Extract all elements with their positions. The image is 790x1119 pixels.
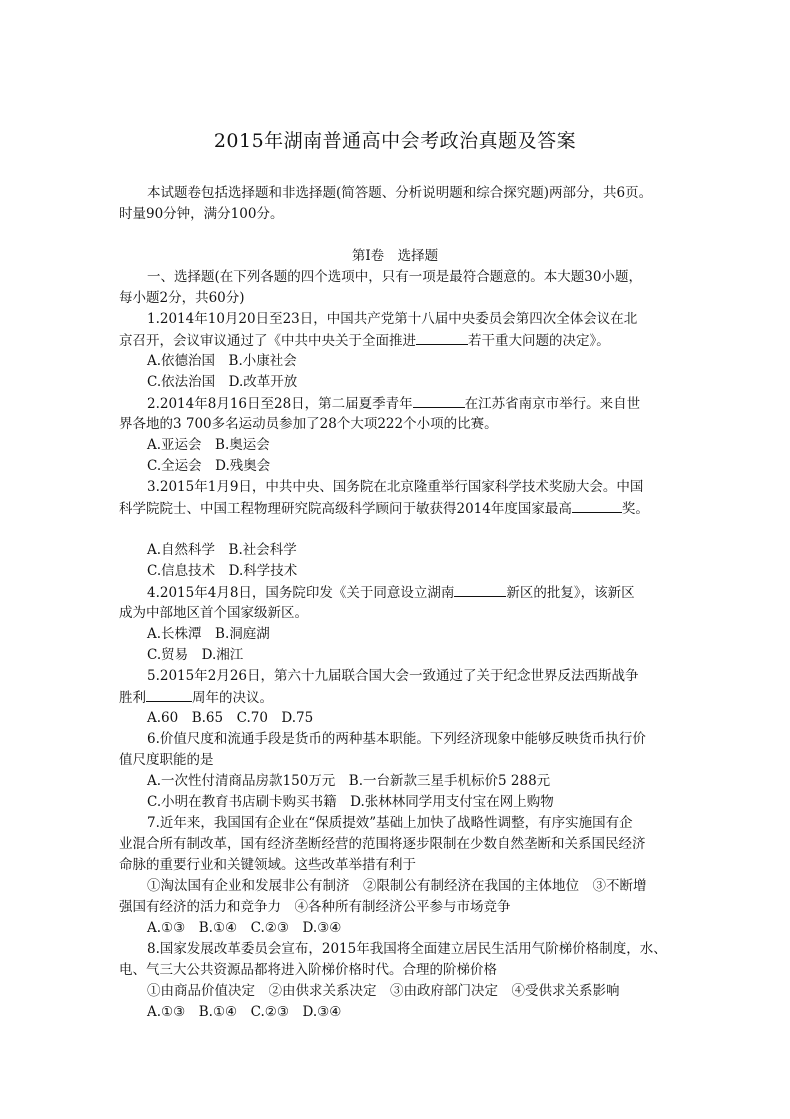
q8-items: ①由商品价值决定 ②由供求关系决定 ③由政府部门决定 ④受供求关系影响 (147, 983, 620, 999)
q5-stem-line-2 (119, 687, 273, 709)
q1-stem-text-end: 若干重大问题的决定》。 (468, 333, 610, 349)
q8-stem-line-1: 8.国家发展改革委员会宣布，2015年我国将全面建立居民生活用气阶梯价格制度，水、 (147, 941, 667, 957)
q1-stem-text: 京召开，会议审议通过了《中共中央关于全面推进 (119, 333, 416, 349)
q2-options-1: A.亚运会 B.奥运会 (147, 437, 270, 453)
q5-options: A.60 B.65 C.70 D.75 (147, 710, 314, 726)
q6-options-2: C.小明在教育书店刷卡购买书籍 D.张林林同学用支付宝在网上购物 (147, 794, 554, 810)
q5-blank (146, 687, 192, 702)
q1-options-2: C.依法治国 D.改革开放 (147, 374, 298, 390)
q5-stem-text-end: 周年的决议。 (192, 690, 273, 706)
q2-stem-line-2: 界各地的3 700多名运动员参加了28个大项222个小项的比赛。 (119, 416, 498, 432)
section-desc-line-2: 每小题2分，共60分) (119, 290, 245, 306)
q4-options-2: C.贸易 D.湘江 (147, 647, 244, 663)
section-title: 第Ⅰ卷 选择题 (351, 248, 439, 264)
page-title: 2015年湖南普通高中会考政治真题及答案 (213, 130, 577, 152)
q8-stem-line-2: 电、气三大公共资源品都将进入阶梯价格时代。合理的阶梯价格 (119, 962, 497, 978)
intro-line-2: 时量90分钟，满分100分。 (119, 206, 284, 222)
q4-blank (454, 582, 506, 597)
q2-options-2: C.全运会 D.残奥会 (147, 458, 271, 474)
q7-items-line-2: 强国有经济的活力和竞争力 ④各种所有制经济公平参与市场竞争 (119, 899, 511, 915)
q2-stem-line-1 (147, 393, 640, 415)
q6-stem-line-1: 6.价值尺度和流通手段是货币的两种基本职能。下列经济现象中能够反映货币执行价 (147, 731, 646, 747)
q5-stem-line-1: 5.2015年2月26日，第六十九届联合国大会一致通过了关于纪念世界反法西斯战争 (147, 668, 639, 684)
q4-stem-line-1 (147, 582, 635, 604)
q7-stem-line-3: 命脉的重要行业和关键领域。这些改革举措有利于 (119, 857, 416, 873)
q2-stem-text: 2.2014年8月16日至28日，第二届夏季青年 (147, 396, 413, 412)
q1-stem-line-2 (119, 330, 610, 352)
q2-stem-text-end: 在江苏省南京市举行。来自世 (464, 396, 641, 412)
q4-stem-text: 4.2015年4月8日，国务院印发《关于同意设立湖南 (147, 585, 455, 601)
q4-stem-text-end: 新区的批复》，该新区 (506, 585, 635, 601)
q3-stem-line-2 (119, 498, 649, 520)
q6-stem-line-2: 值尺度职能的是 (119, 752, 214, 768)
q1-blank (416, 330, 468, 345)
q7-items-line-1: ①淘汰国有企业和发展非公有制济 ②限制公有制经济在我国的主体地位 ③不断增 (147, 878, 647, 894)
q3-stem-text: 科学院院士、中国工程物理研究院高级科学顾问于敏获得2014年度国家最高 (119, 501, 572, 517)
intro-line-1: 本试题卷包括选择题和非选择题(简答题、分析说明题和综合探究题)两部分，共6页。 (147, 185, 653, 201)
q3-blank (572, 498, 622, 513)
q5-stem-text: 胜利 (119, 690, 146, 706)
q4-stem-line-2: 成为中部地区首个国家级新区。 (119, 605, 308, 621)
q4-options-1: A.长株潭 B.洞庭湖 (147, 626, 270, 642)
q1-options-1: A.依德治国 B.小康社会 (147, 353, 297, 369)
q7-stem-line-2: 业混合所有制改革，国有经济垄断经营的范围将逐步限制在少数自然垄断和关系国民经济 (119, 836, 646, 852)
q3-options-2: C.信息技术 D.科学技术 (147, 563, 298, 579)
q3-stem-text-end: 奖。 (621, 501, 649, 517)
q3-stem-line-1: 3.2015年1月9日，中共中央、国务院在北京隆重举行国家科学技术奖励大会。中国 (147, 479, 644, 495)
q3-options-1: A.自然科学 B.社会科学 (147, 542, 297, 558)
q7-stem-line-1: 7.近年来，我国国有企业在“保质提效”基础上加快了战略性调整，有序实施国有企 (147, 815, 633, 831)
q1-stem-line-1: 1.2014年10月20日至23日，中国共产党第十八届中央委员会第四次全体会议在北 (147, 311, 638, 327)
q6-options-1: A.一次性付清商品房款150万元 B.一台新款三星手机标价5 288元 (147, 773, 551, 789)
section-desc-line-1: 一、选择题(在下列各题的四个选项中，只有一项是最符合题意的。本大题30小题， (147, 269, 642, 285)
q2-blank (413, 393, 465, 408)
q8-options: A.①③ B.①④ C.②③ D.③④ (147, 1004, 342, 1020)
q7-options: A.①③ B.①④ C.②③ D.③④ (147, 920, 342, 936)
